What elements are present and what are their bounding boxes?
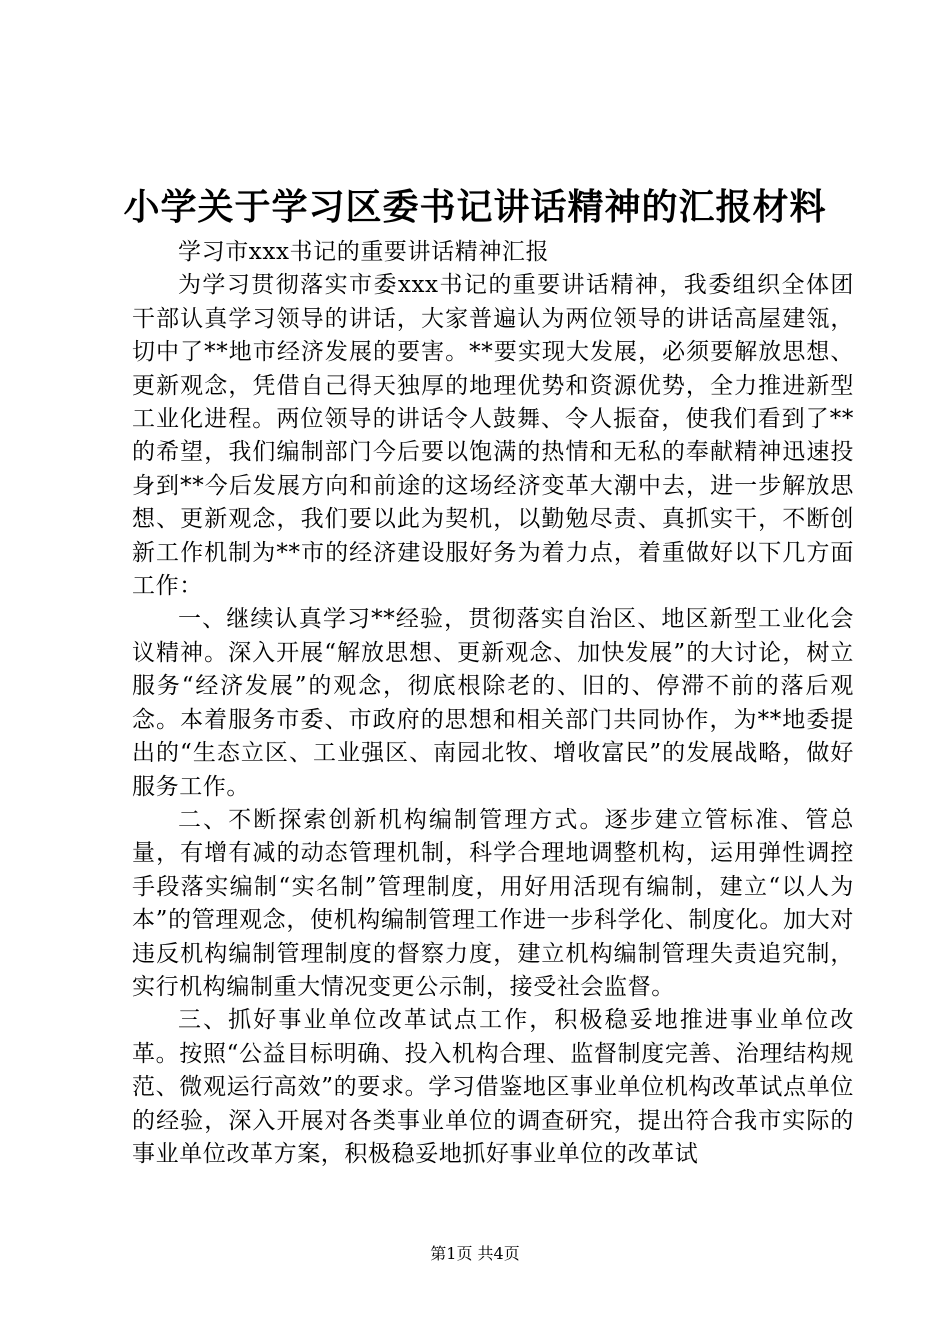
- body-paragraph-1: 一、继续认真学习**经验，贯彻落实自治区、地区新型工业化会议精神。深入开展“解放思想、更新观念、加快发展”的大讨论，树立服务“经济发展”的观念，彻底根除老的、旧的、停滞不前的落后观念。本着服务市委、市政府的思想和相关部门共同协作，为**地委提出的“生态立区、工业强区、南园北牧、增收富民”的发展战略，做好服务工作。: [132, 606, 854, 800]
- body-paragraph-3: 三、抓好事业单位改革试点工作，积极稳妥地推进事业单位改革。按照“公益目标明确、投入机构合理、监督制度完善、治理结构规范、微观运行高效”的要求。学习借鉴地区事业单位机构改革试点单位的经验，深入开展对各类事业单位的调查研究，提出符合我市实际的事业单位改革方案，积极稳妥地抓好事业单位的改革试: [132, 1007, 854, 1167]
- document-body: [132, 236, 854, 1171]
- document-title: 小学关于学习区委书记讲话精神的汇报材料: [123, 186, 827, 228]
- document-subtitle: 学习市xxx书记的重要讲话精神汇报: [178, 239, 550, 265]
- page-number-footer: 第1页 共4页: [430, 1244, 520, 1263]
- body-paragraph-2: 二、不断探索创新机构编制管理方式。逐步建立管标准、管总量，有增有减的动态管理机制，科学合理地调整机构，运用弹性调控手段落实编制“实名制”管理制度，用好用活现有编制，建立“以人为本”的管理观念，使机构编制管理工作进一步科学化、制度化。加大对违反机构编制管理制度的督察力度，建立机构编制管理失责追究制，实行机构编制重大情况变更公示制，接受社会监督。: [132, 806, 854, 1000]
- body-paragraph-intro: 为学习贯彻落实市委xxx书记的重要讲话精神，我委组织全体团干部认真学习领导的讲话，大家普遍认为两位领导的讲话高屋建瓴，切中了**地市经济发展的要害。**要实现大发展，必须要解放思想、更新观念，凭借自己得天独厚的地理优势和资源优势，全力推进新型工业化进程。两位领导的讲话令人鼓舞、令人振奋，使我们看到了**的希望，我们编制部门今后要以饱满的热情和无私的奉献精神迅速投身到**今后发展方向和前途的这场经济变革大潮中去，进一步解放思想、更新观念，我们要以此为契机，以勤勉尽责、真抓实干，不断创新工作机制为**市的经济建设服好务为着力点，着重做好以下几方面工作：: [132, 272, 854, 600]
